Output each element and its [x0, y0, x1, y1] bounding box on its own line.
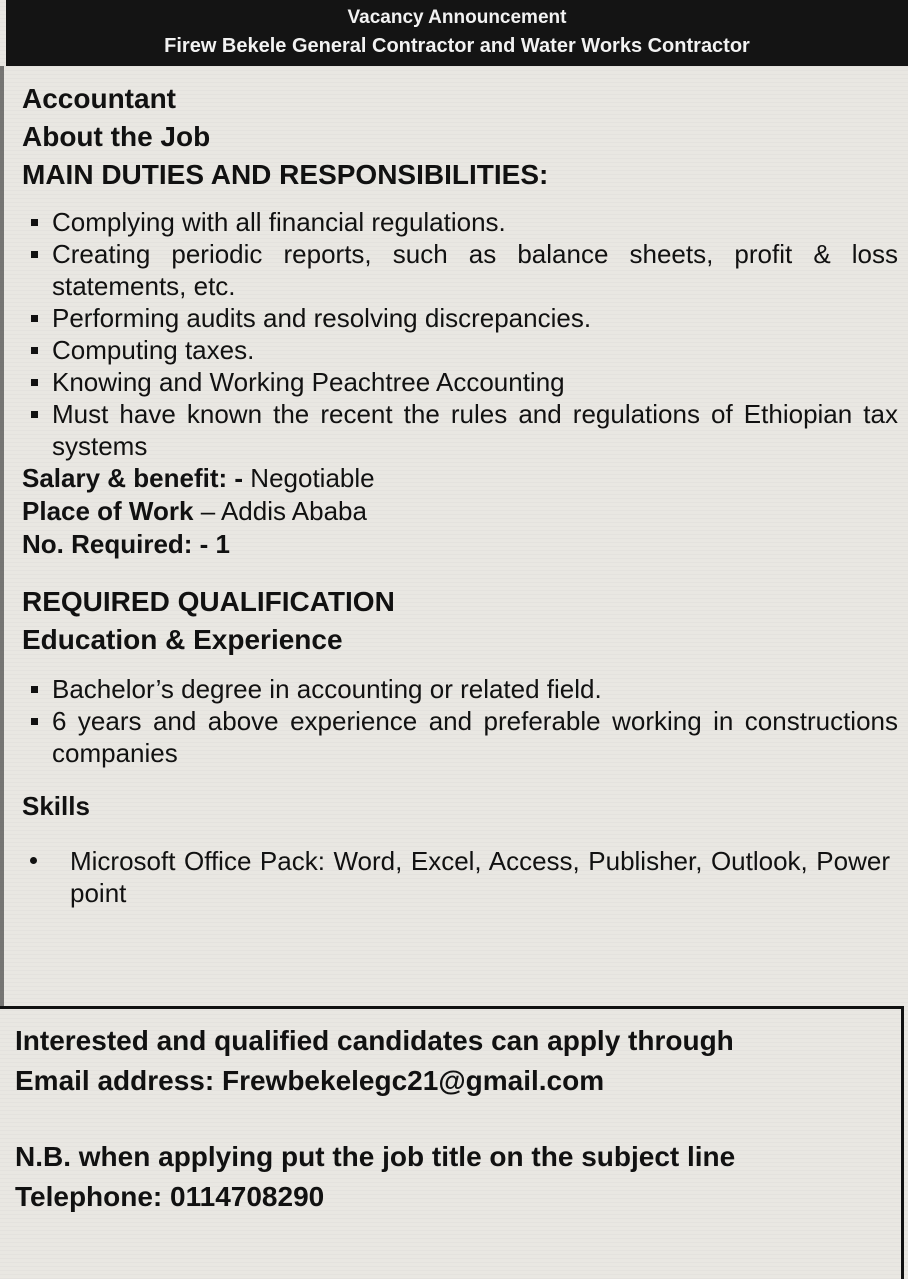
skills-list	[22, 845, 890, 909]
salary-label: Salary & benefit: -	[22, 463, 244, 493]
place-label: Place of Work	[22, 496, 194, 526]
email-line: Email address: Frewbekelegc21@gmail.com	[15, 1065, 605, 1096]
job-details	[22, 80, 902, 909]
apply-box	[0, 1006, 904, 1279]
required-line	[22, 528, 902, 561]
list-item: Creating periodic reports, such as balance sheets, profit & loss statements, etc.	[22, 238, 898, 302]
education-heading: Education & Experience	[22, 624, 343, 655]
required-label: No. Required: - 1	[22, 529, 231, 559]
about-heading: About the Job	[22, 121, 211, 152]
list-item: Complying with all financial regulations.	[22, 206, 898, 238]
list-item: Computing taxes.	[22, 334, 898, 366]
qualification-list	[22, 673, 898, 769]
place-value: – Addis Ababa	[193, 496, 367, 526]
list-item: Knowing and Working Peachtree Accounting	[22, 366, 898, 398]
list-item: Bachelor’s degree in accounting or related field.	[22, 673, 898, 705]
left-border	[0, 66, 4, 1006]
header-title: Vacancy Announcement	[347, 7, 567, 28]
salary-line	[22, 462, 902, 495]
salary-value: Negotiable	[243, 463, 375, 493]
qualification-heading: REQUIRED QUALIFICATION	[22, 586, 395, 617]
place-line	[22, 495, 902, 528]
nb-line: N.B. when applying put the job title on the subject line	[15, 1141, 736, 1172]
duties-heading: MAIN DUTIES AND RESPONSIBILITIES:	[22, 159, 549, 190]
phone-line: Telephone: 0114708290	[15, 1181, 325, 1212]
list-item: Performing audits and resolving discrepancies.	[22, 302, 898, 334]
company-name: Firew Bekele General Contractor and Water Works Contractor	[164, 35, 750, 57]
duties-list	[22, 206, 898, 462]
list-item: 6 years and above experience and preferable working in constructions companies	[22, 705, 898, 769]
apply-line: Interested and qualified candidates can apply through	[15, 1025, 734, 1056]
job-title: Accountant	[22, 83, 176, 114]
announcement-header	[6, 0, 908, 66]
skills-heading: Skills	[22, 791, 90, 821]
apply-content	[15, 1021, 890, 1217]
list-item: Microsoft Office Pack: Word, Excel, Access, Publisher, Outlook, Power point	[22, 845, 890, 909]
list-item: Must have known the recent the rules and regulations of Ethiopian tax systems	[22, 398, 898, 462]
